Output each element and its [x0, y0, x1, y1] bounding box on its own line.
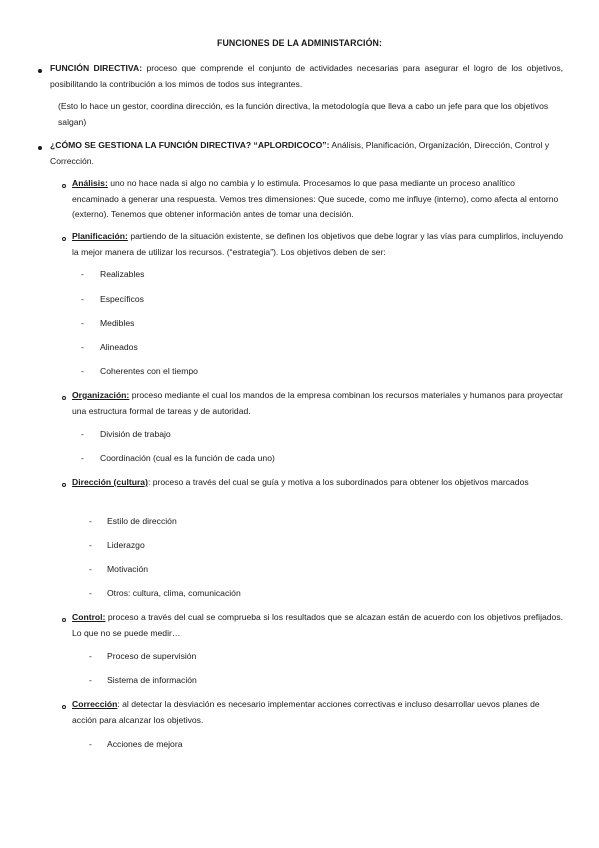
sub-bullet-circle: [62, 396, 66, 400]
sub-bullet-circle: [62, 237, 66, 241]
planificacion-label: Planificación:: [72, 231, 128, 241]
control-paragraph: [72, 610, 563, 641]
list-item: División de trabajo: [100, 429, 171, 439]
correccion-text: : al detectar la desviación es necesario implementar acciones correctivas e incluso desarrollar uevos planes de acción para alcanzar los objetivos.: [72, 699, 540, 725]
control-text: proceso a través del cual se comprueba si los resultados que se alcazan están de acuerdo con los objetivos prefijados. Lo que no se puede medir…: [72, 612, 563, 638]
dash-marker: -: [81, 294, 84, 304]
direccion-paragraph: [72, 475, 563, 491]
control-label: Control:: [72, 612, 106, 622]
page-title: FUNCIONES DE LA ADMINISTARCIÓN:: [216, 38, 383, 48]
list-item: Estilo de dirección: [107, 516, 177, 526]
organizacion-label: Organización:: [72, 390, 130, 400]
list-item: Motivación: [107, 564, 149, 574]
list-item: Medibles: [100, 318, 135, 328]
correccion-label: Corrección: [72, 699, 118, 709]
como-gestiona-label: ¿CÓMO SE GESTIONA LA FUNCIÓN DIRECTIVA? “APLORDICOCO”:: [50, 140, 330, 150]
funcion-directiva-text: proceso que comprende el conjunto de actividades necesarias para asegurar el logro de los objetivos, posibilitando la contribución a los mimos de todos sus integrantes.: [50, 63, 564, 89]
dash-marker: -: [89, 739, 92, 749]
organizacion-paragraph: [72, 388, 564, 419]
funcion-directiva-paragraph: [50, 61, 563, 92]
list-item: Liderazgo: [107, 540, 145, 550]
analisis-paragraph: [72, 176, 564, 223]
dash-marker: -: [89, 516, 92, 526]
funcion-directiva-note: (Esto lo hace un gestor, coordina dirección, es la función directiva, la metodología que lleva a cabo un jefe para que los objetivos salgan): [58, 101, 549, 127]
sub-bullet-circle: [62, 705, 66, 709]
analisis-label: Análisis:: [72, 178, 108, 188]
planificacion-paragraph: [72, 229, 563, 260]
list-item: Realizables: [100, 269, 145, 279]
list-item: Acciones de mejora: [107, 739, 183, 749]
list-item: Sistema de información: [107, 675, 197, 685]
direccion-text: : proceso a través del cual se guía y motiva a los subordinados para obtener los objetivos marcados: [147, 477, 529, 487]
dash-marker: -: [89, 675, 92, 685]
list-item: Proceso de supervisión: [107, 651, 197, 661]
bullet-dot: [38, 146, 42, 150]
dash-marker: -: [81, 342, 84, 352]
list-item: Específicos: [100, 294, 144, 304]
sub-bullet-circle: [62, 184, 66, 188]
list-item: Coordinación (cual es la función de cada uno): [100, 453, 275, 463]
funcion-directiva-label: FUNCIÓN DIRECTIVA:: [50, 63, 143, 73]
dash-marker: -: [89, 588, 92, 598]
como-gestiona-paragraph: [50, 138, 564, 169]
dash-marker: -: [81, 453, 84, 463]
organizacion-text: proceso mediante el cual los mandos de la empresa combinan los recursos materiales y humanos para proyectar una estructura formal de tareas y de autoridad.: [72, 390, 564, 416]
dash-marker: -: [89, 540, 92, 550]
dash-marker: -: [81, 318, 84, 328]
dash-marker: -: [89, 651, 92, 661]
direccion-label: Dirección (cultura): [72, 477, 148, 487]
dash-marker: -: [81, 269, 84, 279]
dash-marker: -: [81, 366, 84, 376]
correccion-paragraph: [72, 697, 564, 728]
planificacion-text: partiendo de la situación existente, se definen los objetivos que debe lograr y las vías para cumplirlos, incluyendo la mejor manera de utilizar los recursos. (“estrategia”). Los objetivos deben de ser:: [72, 231, 563, 257]
list-item: Alineados: [100, 342, 138, 352]
sub-bullet-circle: [62, 483, 66, 487]
list-item: Otros: cultura, clima, comunicación: [107, 588, 241, 598]
analisis-text: uno no hace nada si algo no cambia y lo estimula. Procesamos lo que pasa mediante un proceso analítico encaminado a generar una respuesta. Vemos tres dimensiones: Que sucede, como me influye (interno), como afecta al entorno (externo). Tenemos que obtener información antes de tomar una decisión.: [72, 178, 559, 219]
dash-marker: -: [89, 564, 92, 574]
bullet-dot: [38, 69, 42, 73]
dash-marker: -: [81, 429, 84, 439]
sub-bullet-circle: [62, 618, 66, 622]
list-item: Coherentes con el tiempo: [100, 366, 198, 376]
como-gestiona-text: Análisis, Planificación, Organización, Dirección, Control y Corrección.: [50, 140, 550, 166]
